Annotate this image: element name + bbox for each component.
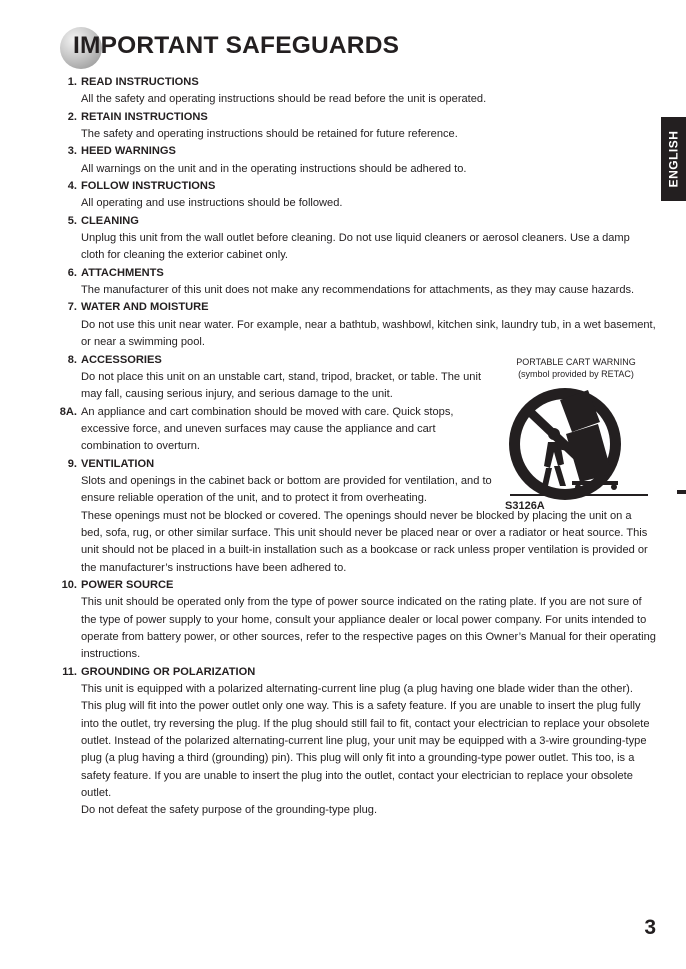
- language-tab: [661, 117, 686, 201]
- item-heading: RETAIN INSTRUCTIONS: [81, 110, 208, 123]
- list-item: [67, 178, 656, 213]
- list-item: [62, 664, 656, 820]
- list-item: [67, 74, 656, 109]
- item-body-continued: Do not defeat the safety purpose of the grounding-type plug.: [81, 804, 378, 817]
- item-number: 5.: [67, 214, 77, 227]
- figure-caption-line2: (symbol provided by RETAC): [518, 368, 634, 379]
- item-number: 8.: [67, 353, 77, 366]
- list-item: [67, 299, 656, 351]
- language-tab-label: ENGLISH: [666, 130, 681, 188]
- figure-caption: [498, 357, 654, 380]
- list-item: [61, 577, 656, 664]
- item-number: 9.: [67, 457, 77, 470]
- item-heading: VENTILATION: [81, 457, 155, 470]
- page-number: 3: [644, 916, 656, 939]
- item-number: 4.: [67, 180, 77, 193]
- item-body: An appliance and cart combination should be moved with care. Quick stops, excessive force, and uneven surfaces may cause the appliance and cart combination to overturn.: [81, 405, 454, 453]
- item-body: This unit is equipped with a polarized alternating-current line plug (a plug having one blade wider than the other). This plug will fit into the power outlet only one way. This is a safety feature. If you are unable to insert the plug fully into the outlet, try reversing the plug. If the plug should still fail to fit, contact your electrician to replace your obsolete outlet. Instead of the polarized alternating-current line plug, your unit may be equipped with a 3-wire grounding-type plug (a plug having a third (grounding) pin). This plug will only fit into a grounding-type power outlet. This too, is a safety feature. If you are unable to insert the plug into the outlet, contact your electrician to replace your obsolete outlet.: [81, 683, 650, 800]
- item-body: Do not place this unit on an unstable cart, stand, tripod, bracket, or table. The unit may fall, causing serious injury, and serious damage to the unit.: [81, 370, 482, 401]
- page-title: IMPORTANT SAFEGUARDS: [73, 32, 400, 59]
- edge-marker: [677, 490, 686, 494]
- item-number: 3.: [67, 145, 77, 158]
- list-item: [67, 213, 656, 265]
- item-heading: CLEANING: [81, 214, 139, 227]
- item-body: This unit should be operated only from the type of power source indicated on the rating plate. If you are not sure of the type of power supply to your home, consult your appliance dealer or local power company. For units intended to operate from battery power, or other sources, refer to the respective pages on this Owner’s Manual for their operating instructions.: [81, 596, 656, 661]
- item-body: All operating and use instructions should be followed.: [81, 197, 343, 210]
- item-number: 8A.: [59, 405, 77, 418]
- list-item: [67, 109, 656, 144]
- list-item: [67, 265, 656, 300]
- item-number: 10.: [61, 578, 77, 591]
- cart-warning-figure: [502, 357, 652, 517]
- item-body: All the safety and operating instructions should be read before the unit is operated.: [81, 93, 487, 106]
- item-heading: ATTACHMENTS: [81, 266, 164, 279]
- item-heading: ACCESSORIES: [81, 353, 162, 366]
- list-item: [67, 352, 493, 404]
- item-number: 11.: [62, 665, 77, 678]
- item-body-continued: These openings must not be blocked or covered. The openings should never be blocked by placing the unit on a bed, sofa, rug, or other similar surface. This unit should never be placed near or over a radiator or heat source. This unit should not be placed in a built-in installation such as a bookcase or rack unless proper ventilation is provided or the manufacturer’s instructions have been adhered to.: [81, 509, 648, 574]
- figure-code: S3126A: [505, 500, 545, 512]
- item-heading: WATER AND MOISTURE: [81, 301, 209, 314]
- item-body: The manufacturer of this unit does not make any recommendations for attachments, as they may cause hazards.: [81, 284, 635, 297]
- item-body: Do not use this unit near water. For example, near a bathtub, washbowl, kitchen sink, laundry tub, in a wet basement, or near a swimming pool.: [81, 318, 656, 349]
- figure-caption-line1: PORTABLE CART WARNING: [516, 357, 636, 367]
- list-item: [67, 143, 656, 178]
- item-heading: HEED WARNINGS: [81, 145, 176, 158]
- item-body: Slots and openings in the cabinet back or bottom are provided for ventilation, and to ensure reliable operation of the unit, and to protect it from overheating.: [81, 474, 492, 505]
- item-body: The safety and operating instructions should be retained for future reference.: [81, 128, 458, 141]
- list-item: [59, 404, 493, 456]
- item-heading: FOLLOW INSTRUCTIONS: [81, 180, 216, 193]
- item-number: 6.: [67, 266, 77, 279]
- item-body: All warnings on the unit and in the operating instructions should be adhered to.: [81, 162, 467, 175]
- item-number: 2.: [67, 110, 77, 123]
- item-heading: GROUNDING OR POLARIZATION: [81, 665, 256, 678]
- no-cart-tip-over-icon: [502, 382, 652, 507]
- item-number: 7.: [67, 301, 77, 314]
- item-heading: POWER SOURCE: [81, 578, 174, 591]
- item-number: 1.: [67, 76, 77, 88]
- item-heading: READ INSTRUCTIONS: [81, 76, 199, 88]
- item-body: Unplug this unit from the wall outlet before cleaning. Do not use liquid cleaners or aerosol cleaners. Use a damp cloth for cleaning the exterior cabinet only.: [81, 232, 630, 262]
